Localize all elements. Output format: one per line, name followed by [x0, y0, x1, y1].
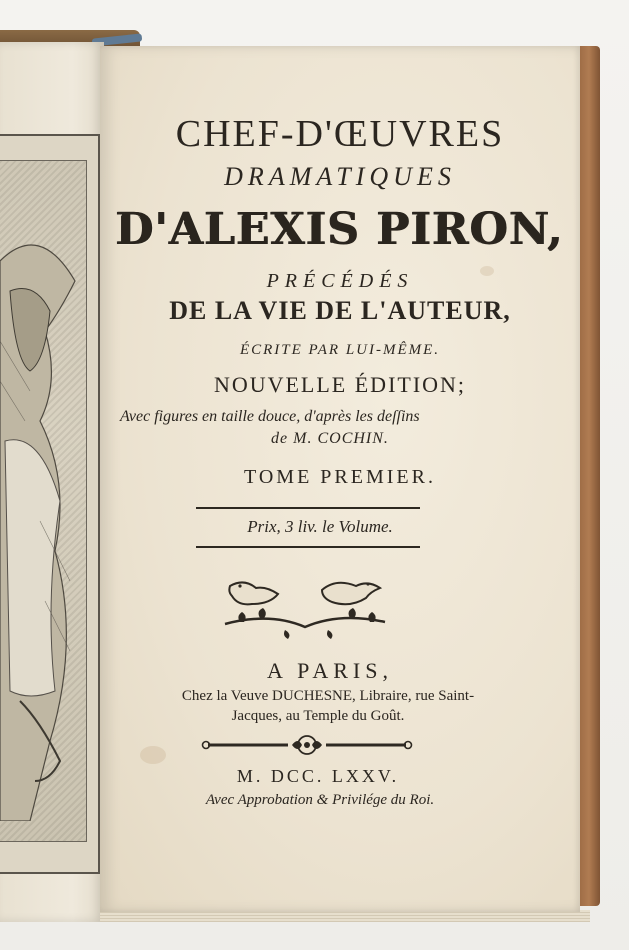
- price-statement: Prix, 3 liv. le Volume.: [247, 517, 393, 536]
- leather-cover-edge: [578, 46, 600, 906]
- birds-vignette-ornament: [210, 572, 400, 642]
- illustrator-credit: de M. COCHIN.: [271, 430, 389, 447]
- title-line-ecrite: ÉCRITE PAR LUI-MÊME.: [239, 342, 441, 358]
- title-line-vie-auteur: DE LA VIE DE L'AUTEUR,: [169, 296, 511, 325]
- imprint-city: A PARIS,: [266, 658, 393, 683]
- imprint-date: M. DCC. LXXV.: [236, 766, 400, 786]
- frontispiece-page: [0, 42, 104, 922]
- illustrations-statement: Avec figures en taille douce, d'après les deſſins: [120, 408, 420, 425]
- title-line-dramatiques: DRAMATIQUES: [224, 162, 456, 191]
- title-line-author: D'ALEXIS PIRON,: [115, 204, 565, 255]
- engraved-figure: [0, 221, 80, 821]
- engraving-plate-frame: [0, 134, 100, 874]
- rule-top: [196, 507, 420, 509]
- engraving-plate: [0, 160, 87, 842]
- ornamental-rule: [200, 732, 414, 758]
- volume-statement: TOME PREMIER.: [244, 466, 436, 488]
- royal-privilege-statement: Avec Approbation & Privilége du Roi.: [205, 792, 435, 808]
- imprint-publisher: Chez la Veuve DUCHESNE, Libraire, rue Saint-: [181, 688, 475, 704]
- title-line-precedes: PRÉCÉDÉS: [266, 270, 414, 292]
- title-line-chef-doeuvres: CHEF-D'ŒUVRES: [175, 113, 505, 155]
- rule-bottom: [196, 546, 420, 548]
- foxing-spot: [140, 746, 166, 764]
- imprint-address: Jacques, au Temple du Goût.: [231, 708, 405, 724]
- title-page: [100, 46, 580, 912]
- edition-statement: NOUVELLE ÉDITION;: [213, 372, 467, 397]
